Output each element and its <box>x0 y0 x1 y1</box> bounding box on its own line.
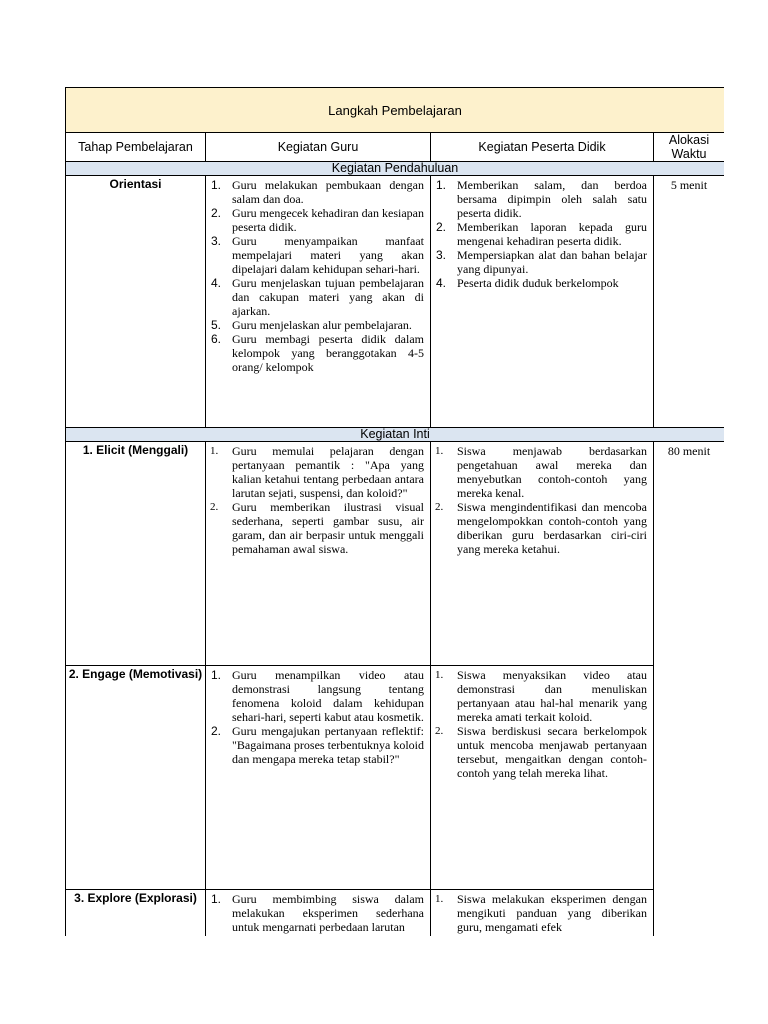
list-item <box>206 234 430 276</box>
guru-activities <box>206 666 431 890</box>
list-item <box>431 248 653 276</box>
list-number: 1. <box>211 178 222 192</box>
list-item <box>206 724 430 766</box>
guru-activities <box>206 442 431 666</box>
list-number: 4. <box>436 276 447 290</box>
list-text: Siswa mengindentifikasi dan mencoba mengelompokkan contoh-contoh yang diberikan guru berdasarkan ciri-ciri yang mereka ketahui. <box>457 500 647 556</box>
list-number: 2. <box>436 220 447 234</box>
list-item <box>206 318 430 332</box>
list-text: Memberikan laporan kepada guru mengenai kehadiran peserta didik. <box>457 220 647 248</box>
table-title: Langkah Pembelajaran <box>66 88 725 133</box>
list-item <box>431 668 653 724</box>
list-text: Guru menjelaskan alur pembelajaran. <box>232 318 412 332</box>
header-tahap: Tahap Pembelajaran <box>66 133 206 162</box>
siswa-list <box>431 668 653 780</box>
list-text: Peserta didik duduk berkelompok <box>457 276 619 290</box>
list-text: Guru menyampaikan manfaat mempelajari materi yang akan dipelajari dalam kehidupan sehari-hari. <box>232 234 424 276</box>
list-number: 2. <box>211 206 222 220</box>
list-item <box>431 178 653 220</box>
header-kegiatan-guru: Kegiatan Guru <box>206 133 431 162</box>
list-number: 2. <box>435 725 444 737</box>
lesson-steps-table <box>65 87 724 936</box>
list-text: Guru mengajukan pertanyaan reflektif: "Bagaimana proses terbentuknya koloid dan mengapa mereka tetap stabil?" <box>232 724 424 766</box>
list-text: Guru mengecek kehadiran dan kesiapan peserta didik. <box>232 206 424 234</box>
siswa-list <box>431 892 653 934</box>
tahap-cell: Orientasi <box>66 176 206 428</box>
list-number: 1. <box>435 893 444 905</box>
list-text: Guru melakukan pembukaan dengan salam dan doa. <box>232 178 424 206</box>
list-text: Guru menampilkan video atau demonstrasi langsung tentang fenomena koloid dalam kehidupan sehari-hari, seperti kabut atau kosmetik. <box>232 668 424 724</box>
list-number: 2. <box>210 501 219 513</box>
list-number: 2. <box>211 724 222 738</box>
list-text: Siswa menjawab berdasarkan pengetahuan awal mereka dan menyebutkan contoh-contoh yang mereka kenal. <box>457 444 647 500</box>
tahap-cell: 1. Elicit (Menggali) <box>66 442 206 666</box>
list-item <box>206 332 430 374</box>
list-text: Guru memulai pelajaran dengan pertanyaan pemantik : "Apa yang kalian ketahui tentang perbedaan antara larutan sejati, suspensi, dan koloid?" <box>232 444 424 500</box>
list-item <box>206 892 430 934</box>
list-number: 6. <box>211 332 222 346</box>
tahap-cell: 2. Engage (Memotivasi) <box>66 666 206 890</box>
list-text: Guru menjelaskan tujuan pembelajaran dan cakupan materi yang akan di ajarkan. <box>232 276 424 318</box>
list-text: Guru membagi peserta didik dalam kelompok yang beranggotakan 4-5 orang/ kelompok <box>232 332 424 374</box>
list-number: 1. <box>211 892 222 906</box>
list-text: Memberikan salam, dan berdoa bersama dipimpin oleh salah satu peserta didik. <box>457 178 647 220</box>
siswa-activities <box>431 666 654 890</box>
list-number: 1. <box>210 445 219 457</box>
siswa-activities <box>431 176 654 428</box>
siswa-activities <box>431 442 654 666</box>
list-item <box>206 500 430 556</box>
guru-list <box>206 178 430 374</box>
list-item <box>206 206 430 234</box>
guru-list <box>206 892 430 934</box>
list-text: Siswa berdiskusi secara berkelompok untuk mencoba menjawab pertanyaan tersebut, mengaitkan dengan contoh-contoh yang telah mereka lihat. <box>457 724 647 780</box>
alokasi-waktu: 5 menit <box>654 176 725 428</box>
list-item <box>206 178 430 206</box>
list-item <box>431 444 653 500</box>
list-number: 1. <box>435 445 444 457</box>
list-number: 5. <box>211 318 222 332</box>
list-item <box>206 444 430 500</box>
list-item <box>431 276 653 290</box>
list-number: 3. <box>436 248 447 262</box>
list-number: 4. <box>211 276 222 290</box>
list-number: 2. <box>435 501 444 513</box>
list-item <box>206 668 430 724</box>
guru-activities <box>206 890 431 937</box>
list-text: Siswa menyaksikan video atau demonstrasi dan menuliskan pertanyaan atau hal-hal menarik yang mereka amati terkait koloid. <box>457 668 647 724</box>
list-item <box>431 892 653 934</box>
list-item <box>431 220 653 248</box>
header-kegiatan-siswa: Kegiatan Peserta Didik <box>431 133 654 162</box>
list-item <box>206 276 430 318</box>
list-text: Guru memberikan ilustrasi visual sederhana, seperti gambar susu, air garam, dan air berpasir untuk menggali pemahaman awal siswa. <box>232 500 424 556</box>
section-inti: Kegiatan Inti <box>66 428 725 442</box>
alokasi-waktu: 80 menit <box>654 442 725 937</box>
list-text: Guru membimbing siswa dalam melakukan eksperimen sederhana untuk mengarnati perbedaan larutan <box>232 892 424 934</box>
list-number: 3. <box>211 234 222 248</box>
siswa-activities <box>431 890 654 937</box>
section-pendahuluan: Kegiatan Pendahuluan <box>66 162 725 176</box>
siswa-list <box>431 178 653 290</box>
siswa-list <box>431 444 653 556</box>
list-item <box>431 500 653 556</box>
list-text: Siswa melakukan eksperimen dengan mengikuti panduan yang diberikan guru, mengamati efek <box>457 892 647 934</box>
guru-list <box>206 444 430 556</box>
list-number: 1. <box>436 178 447 192</box>
list-number: 1. <box>211 668 222 682</box>
list-item <box>431 724 653 780</box>
lesson-plan-table-container <box>65 87 724 936</box>
tahap-cell: 3. Explore (Explorasi) <box>66 890 206 937</box>
list-text: Mempersiapkan alat dan bahan belajar yang dipunyai. <box>457 248 647 276</box>
guru-list <box>206 668 430 766</box>
guru-activities <box>206 176 431 428</box>
list-number: 1. <box>435 669 444 681</box>
header-alokasi-waktu: Alokasi Waktu <box>654 133 725 162</box>
